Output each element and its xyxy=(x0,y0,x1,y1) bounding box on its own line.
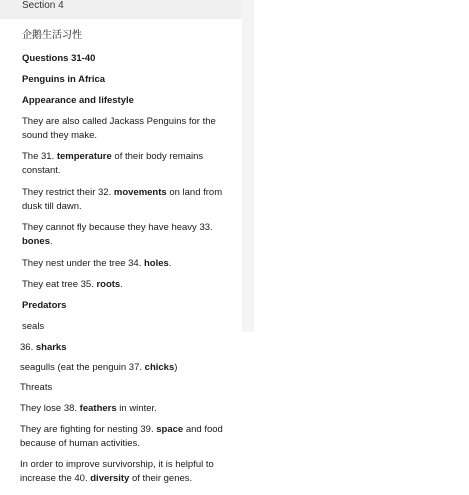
note-p1: They are also called Jackass Penguins for the sound they make. xyxy=(22,116,216,141)
panel-edge xyxy=(242,0,254,332)
answer-38: feathers xyxy=(79,403,117,414)
topic-heading: Penguins in Africa xyxy=(22,74,106,85)
note-q31: The 31. temperature of their body remains constant. xyxy=(22,151,204,176)
questions-heading: Questions 31-40 xyxy=(22,53,96,64)
answer-33: bones xyxy=(22,236,50,247)
answer-32: movements xyxy=(113,187,167,198)
answer-36: sharks xyxy=(35,342,67,353)
subheading-predators: Predators xyxy=(22,300,67,311)
section-label: Section 4 xyxy=(22,0,64,11)
note-q40: In order to improve survivorship, it is helpful to increase the 40. diversity of their genes. xyxy=(20,459,214,484)
note-q34: They nest under the tree 34. holes. xyxy=(22,258,172,269)
notes-panel-top xyxy=(0,19,242,332)
note-q39: They are fighting for nesting 39. space and food because of human activities. xyxy=(20,424,223,449)
note-q37: seagulls (eat the penguin 37. chicks) xyxy=(20,362,178,373)
answer-35: roots xyxy=(96,279,121,290)
note-q32: They restrict their 32. movements on land from dusk till dawn. xyxy=(22,187,223,212)
answer-37: chicks xyxy=(144,362,175,373)
note-q36: 36. sharks xyxy=(20,342,67,353)
answer-34: holes xyxy=(144,258,169,269)
predator-seals: seals xyxy=(22,321,45,332)
note-q35: They eat tree 35. roots. xyxy=(22,279,123,290)
chinese-title: 企鹅生活习性 xyxy=(22,30,82,41)
answer-40: diversity xyxy=(90,473,130,484)
note-q38: They lose 38. feathers in winter. xyxy=(20,403,157,414)
section-header xyxy=(0,0,242,19)
answer-31: temperature xyxy=(56,151,112,162)
subheading-appearance: Appearance and lifestyle xyxy=(22,95,134,106)
notes-panel-bottom xyxy=(0,332,230,495)
answer-39: space xyxy=(156,424,184,435)
note-q33: They cannot fly because they have heavy 33. bones. xyxy=(22,222,213,247)
subheading-threats: Threats xyxy=(20,382,53,393)
